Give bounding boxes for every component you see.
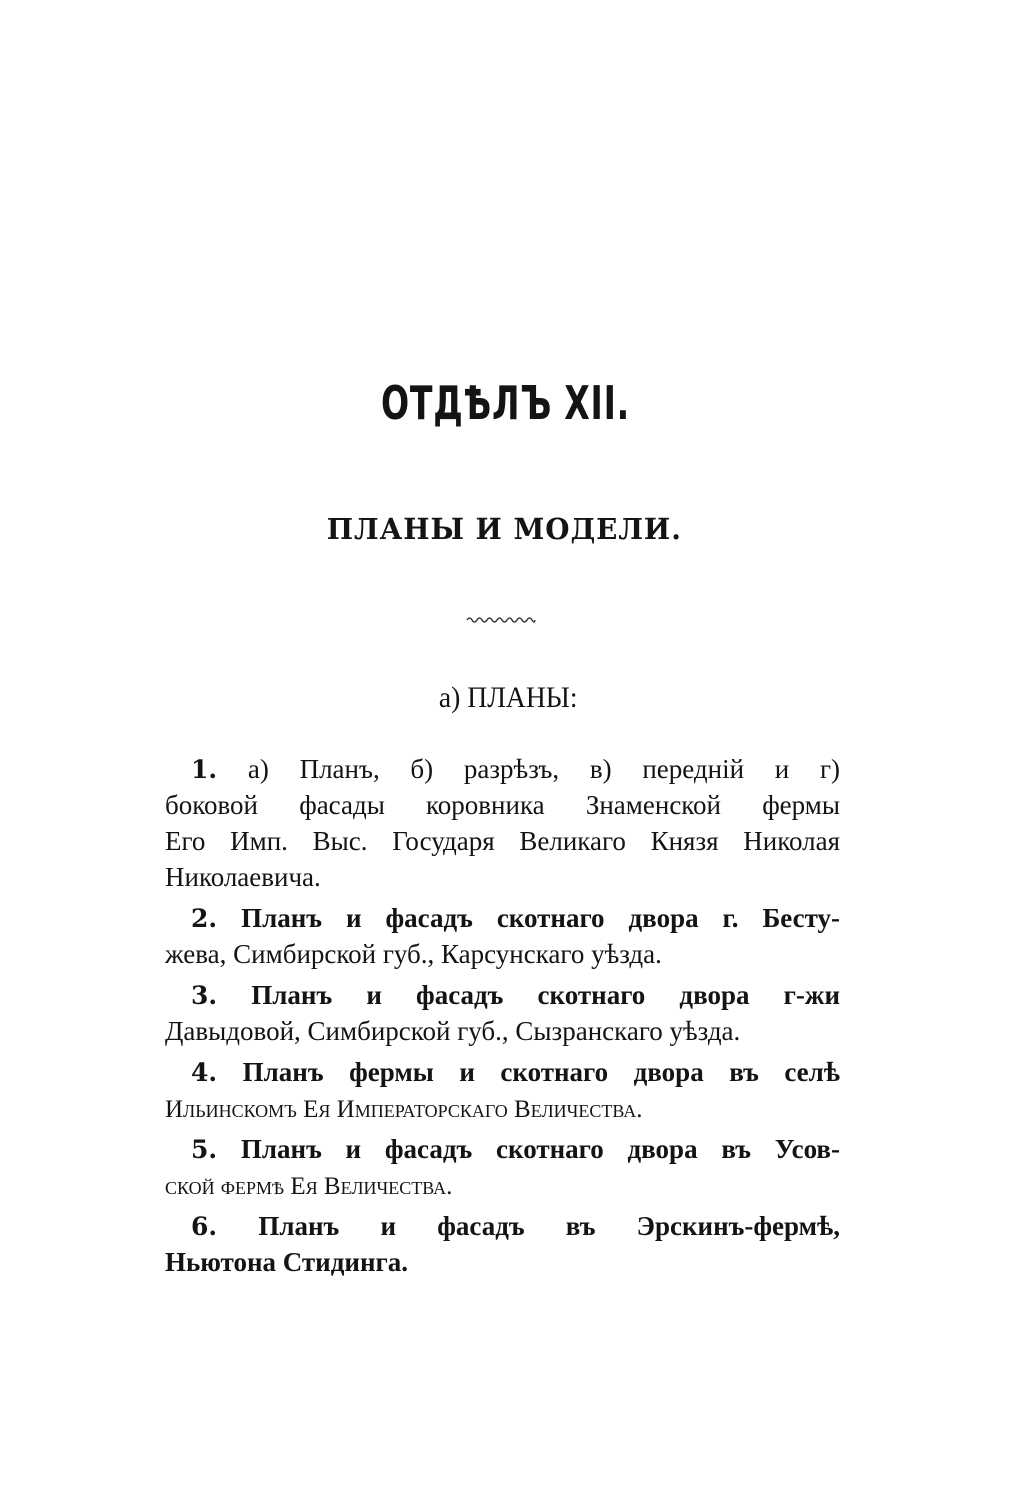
section-subtitle: ПЛАНЫ И МОДЕЛИ. (326, 512, 682, 546)
entry-text-line: Планъ и фасадъ скотнаго двора въ Усов- (240, 1134, 840, 1164)
plans-heading: а) ПЛАНЫ: (438, 681, 578, 714)
entry-number: 1. (191, 755, 218, 784)
entry-text-line: Планъ и фасадъ скотнаго двора г. Бесту- (241, 903, 840, 933)
list-item (165, 751, 840, 895)
list-item (165, 977, 840, 1049)
entry-number: 5. (191, 1135, 218, 1164)
entry-text-line: ской фермѣ Ея Величества. (165, 1173, 453, 1200)
entry-text-line: боковой фасады коровника Знаменской фермы (165, 790, 840, 820)
entry-text-line: Николаевича. (165, 862, 321, 892)
list-item (165, 1131, 840, 1203)
plans-list (165, 751, 840, 1280)
list-item (165, 1208, 840, 1280)
entry-number: 3. (191, 981, 218, 1010)
entry-text-line: а) Планъ, б) разрѣзъ, в) передній и г) (247, 754, 841, 784)
entry-text-line: Планъ и фасадъ въ Эрскинъ-фермѣ, (258, 1211, 840, 1241)
entry-text-line: Давыдовой, Симбирской губ., Сызранскаго уѣзда. (165, 1016, 741, 1046)
entry-text-line: Планъ и фасадъ скотнаго двора г-жи (251, 980, 841, 1010)
entry-number: 6. (191, 1212, 218, 1241)
entry-number: 4. (191, 1058, 218, 1087)
list-item (165, 900, 840, 972)
section-title: ОТДѢЛЪ XII. (381, 376, 630, 430)
list-item (165, 1054, 840, 1126)
entry-text-line: Ньютона Стидинга. (165, 1247, 409, 1277)
entry-text-line: Планъ фермы и скотнаго двора въ селѣ (242, 1057, 841, 1087)
entry-text-line: Его Имп. Выс. Государя Великаго Князя Николая (165, 826, 840, 856)
wavy-divider-ornament (466, 614, 536, 624)
entry-text-line: жева, Симбирской губ., Карсунскаго уѣзда. (165, 939, 662, 969)
entry-number: 2. (191, 904, 218, 933)
entry-text-line: Ильинскомъ Ея Императорскаго Величества. (165, 1096, 643, 1123)
